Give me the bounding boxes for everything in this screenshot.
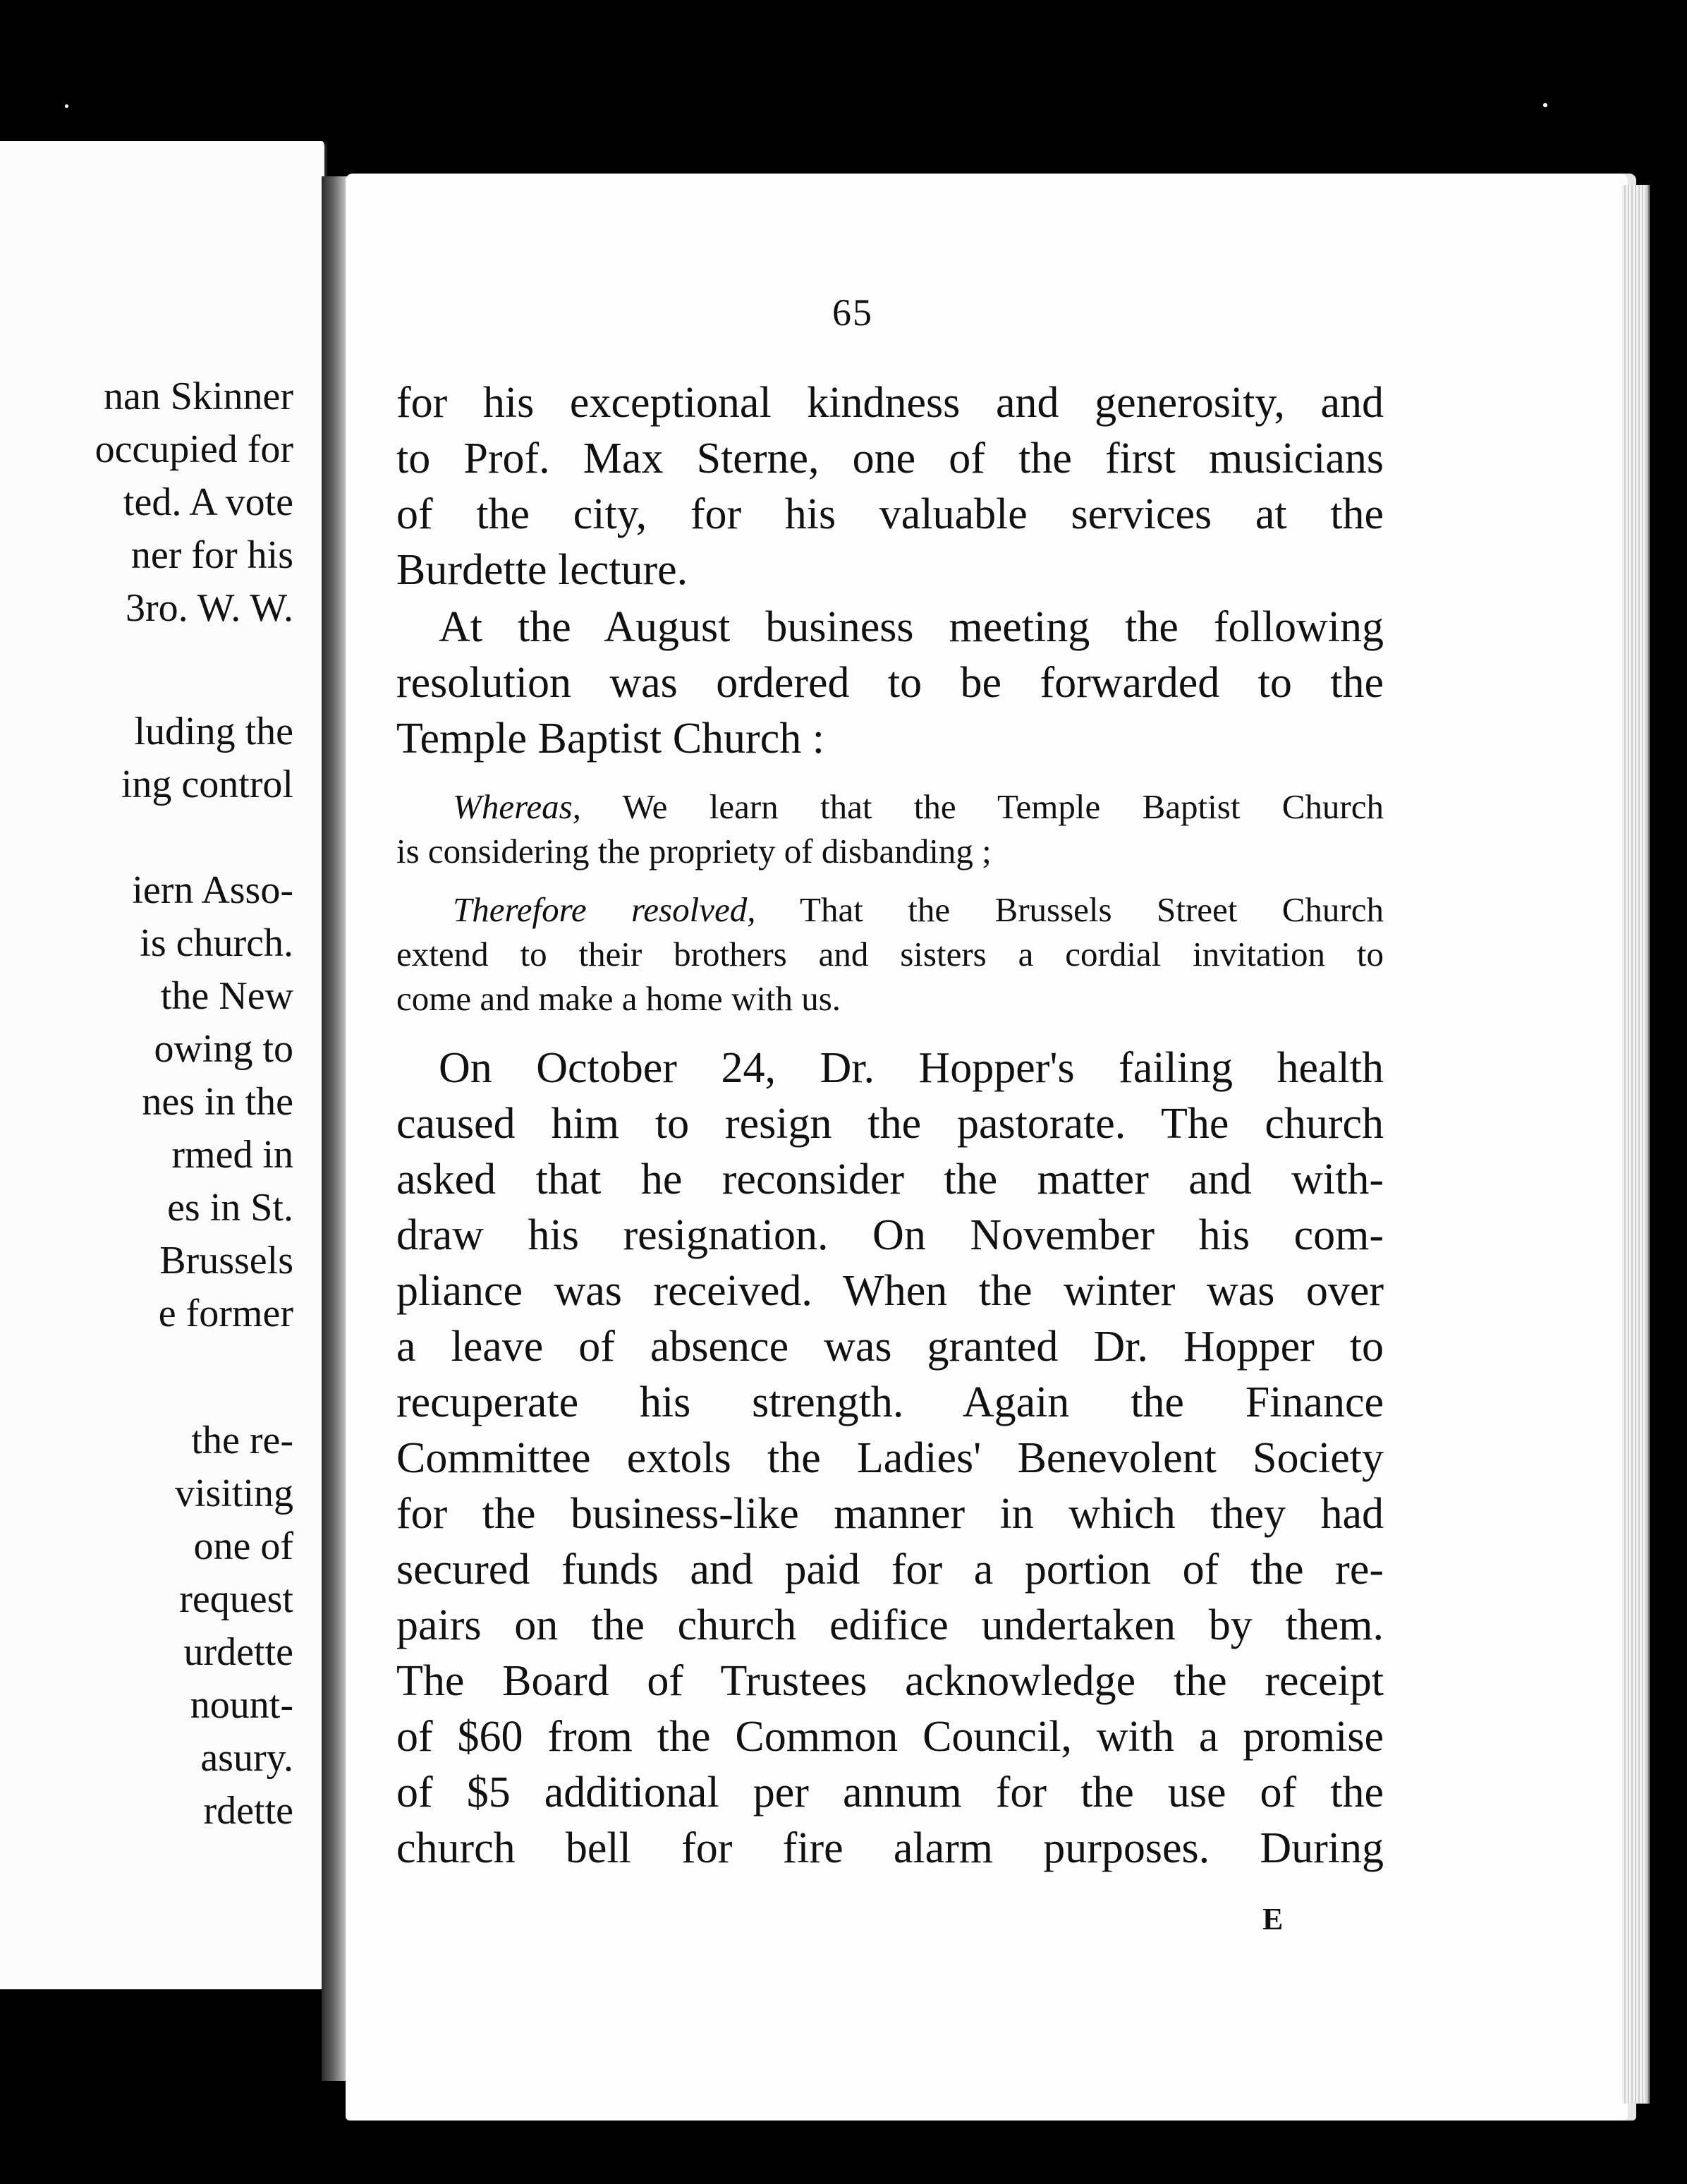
text-line: a leave of absence was granted Dr. Hopper to [396, 1323, 1384, 1371]
left-page-line: is church. [140, 921, 293, 965]
left-page-line: nount- [190, 1683, 293, 1727]
text-line: resolution was ordered to be forwarded to the [396, 659, 1384, 707]
quote-line: come and make a home with us. [396, 979, 841, 1018]
signature-mark: E [1262, 1902, 1284, 1936]
resolution-whereas [396, 784, 1384, 873]
left-page-line: the New [160, 974, 293, 1018]
text-line: Burdette lecture. [396, 546, 688, 594]
quote-lead: Therefore resolved, [453, 890, 756, 929]
left-page-line: urdette [183, 1630, 293, 1674]
left-page-line: es in St. [167, 1186, 293, 1230]
left-page-line: nes in the [142, 1080, 293, 1124]
text-line: of $5 additional per annum for the use of the [396, 1769, 1384, 1816]
text-line: of the city, for his valuable services at the [396, 490, 1384, 538]
quote-lead: Whereas, [453, 787, 581, 826]
text-line: for his exceptional kindness and generosity, and [396, 379, 1384, 427]
text-line: pliance was received. When the winter was over [396, 1267, 1384, 1315]
resolution-therefore [396, 887, 1384, 1021]
text-line: of $60 from the Common Council, with a promise [396, 1713, 1384, 1761]
text-line: church bell for fire alarm purposes. During [396, 1824, 1384, 1872]
quote-line [396, 887, 1384, 932]
left-page-line: visiting [174, 1472, 293, 1515]
left-page-line: Brussels [159, 1239, 293, 1282]
dust-speck [65, 104, 68, 108]
dust-speck [1543, 103, 1547, 107]
paragraph-1 [396, 375, 1384, 598]
left-page-line: asury. [200, 1736, 293, 1780]
paragraph-3 [396, 1041, 1384, 1876]
left-page-line: ted. A vote [123, 480, 293, 524]
quote-text: We learn that the Temple Baptist Church [622, 787, 1384, 826]
text-line: caused him to resign the pastorate. The church [396, 1100, 1384, 1148]
text-line: Temple Baptist Church : [396, 715, 824, 763]
quote-line: is considering the propriety of disbanding ; [396, 832, 992, 870]
left-page-line: e former [158, 1292, 293, 1335]
quote-line: extend to their brothers and sisters a cordial invitation to [396, 935, 1384, 973]
text-line: recuperate his strength. Again the Finance [396, 1378, 1384, 1426]
left-page-line: request [179, 1577, 293, 1621]
left-page-line: 3ro. W. W. [125, 586, 293, 630]
text-line: The Board of Trustees acknowledge the receipt [396, 1657, 1384, 1705]
left-page-line: rdette [203, 1789, 293, 1833]
left-page-line: ing control [121, 763, 293, 806]
text-line: secured funds and paid for a portion of the re- [396, 1546, 1384, 1594]
text-line: to Prof. Max Sterne, one of the first musicians [396, 435, 1384, 483]
left-page-line: iern Asso- [132, 868, 293, 912]
paragraph-2 [396, 600, 1384, 767]
previous-page-fragment [0, 141, 327, 1989]
text-line: asked that he reconsider the matter and with- [396, 1155, 1384, 1203]
quote-line [396, 784, 1384, 829]
text-line: draw his resignation. On November his com- [396, 1211, 1384, 1259]
page-number: 65 [832, 291, 873, 334]
left-page-line: luding the [134, 710, 293, 753]
text-line: pairs on the church edifice undertaken by them. [396, 1601, 1384, 1649]
left-page-line: the re- [191, 1419, 293, 1462]
left-page-line: owing to [154, 1027, 293, 1071]
left-page-line: nan Skinner [103, 375, 293, 418]
left-page-line: one of [193, 1524, 293, 1568]
left-page-line: occupied for [95, 427, 293, 471]
text-line: for the business-like manner in which they had [396, 1490, 1384, 1538]
text-line: At the August business meeting the following [439, 603, 1384, 651]
quote-text: That the Brussels Street Church [800, 890, 1384, 929]
left-page-line: rmed in [171, 1133, 293, 1177]
text-line: Committee extols the Ladies' Benevolent Society [396, 1434, 1384, 1482]
text-line: On October 24, Dr. Hopper's failing health [439, 1044, 1384, 1092]
left-page-line: ner for his [130, 533, 293, 577]
page-stack-edge [1622, 185, 1650, 2104]
